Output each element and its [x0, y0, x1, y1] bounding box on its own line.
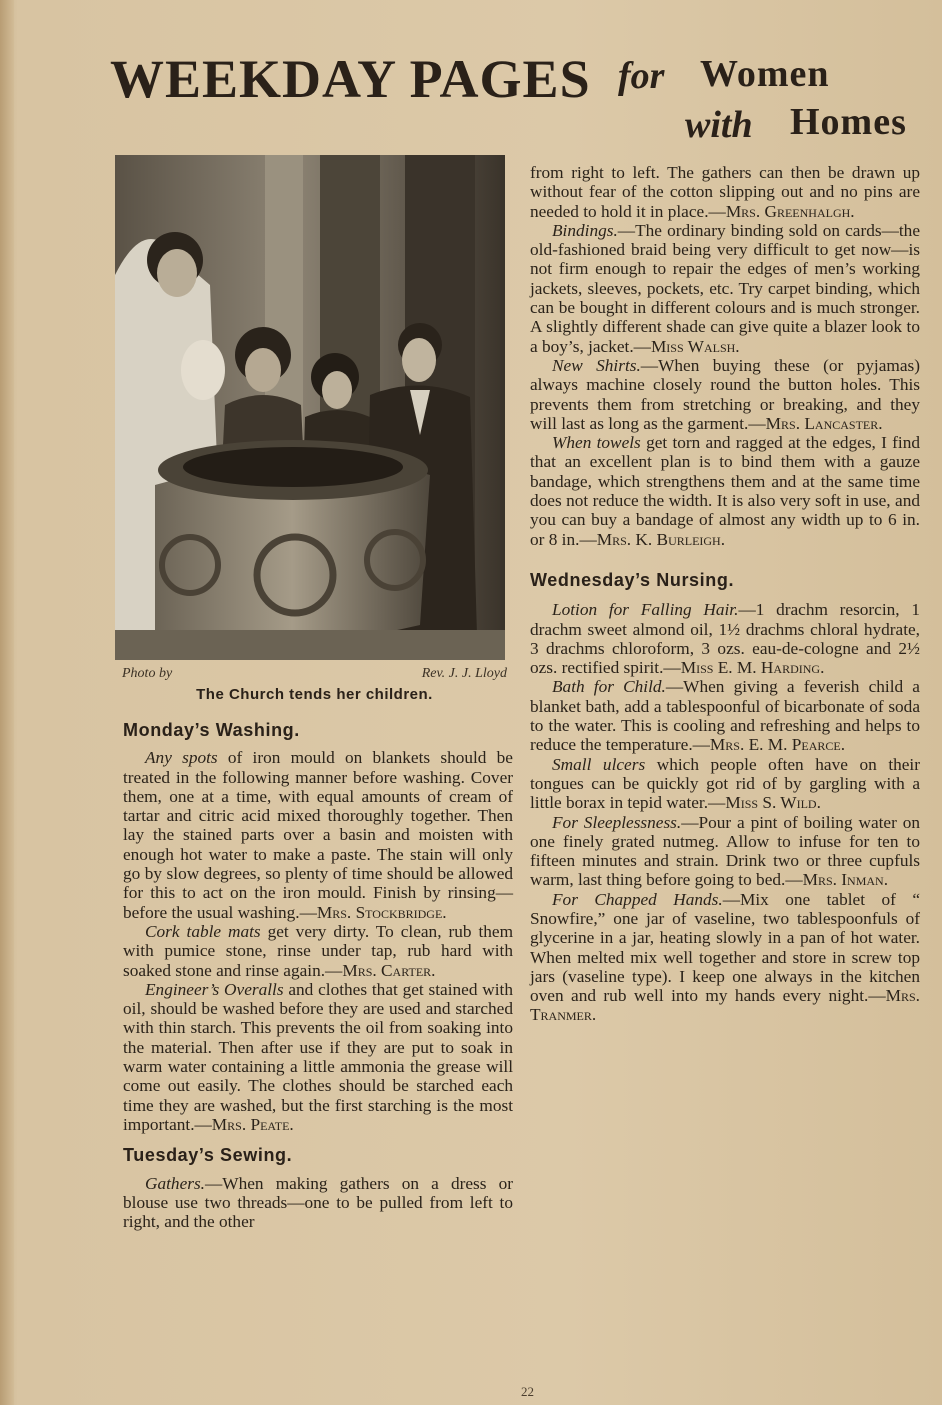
page-number: 22 — [521, 1384, 534, 1399]
tip-lead: Any spots — [145, 748, 218, 768]
tip-new-shirts — [530, 356, 920, 433]
photo-credit — [122, 666, 507, 684]
photo-credit-label: Photo by — [122, 666, 173, 681]
tip-signature: Mrs. Lancaster. — [765, 413, 883, 433]
tip-text: —When giving a feverish child a blanket bath, add a tablespoonful of bicarbonate of soda to the water. This is cooling and refreshing and helps to reduce the temperature.— — [530, 677, 920, 755]
tip-text: get torn and ragged at the edges, I find that an excellent plan is to bind them with a gauze bandage, which strengthens them and at the same time does not reduce the width. It is also very soft in use, and you can buy a bandage of almost any width up to 6 in. or 8 in.— — [530, 433, 920, 549]
tip-text: of iron mould on blankets should be treated in the following manner before washing. Cover them, one at a time, with equal amounts of cream of tartar and citric acid mixed thoroughly together. Then lay the stained parts over a basin and moisten with enough hot water to make a paste. The stain will only go by slow degrees, so plenty of time should be allowed for this to act on the iron mould. Finish by rinsing—before the usual washing.— — [123, 748, 513, 922]
tip-small-ulcers — [530, 755, 920, 813]
page-spine-shadow — [0, 0, 14, 1405]
tip-lead: Engineer’s Overalls — [145, 979, 284, 999]
tip-towels — [530, 433, 920, 549]
photo-caption: The Church tends her children. — [196, 686, 433, 703]
tip-lead: Gathers. — [145, 1173, 206, 1193]
tip-lead: For Sleeplessness. — [552, 812, 682, 832]
wednesday-heading: Wednesday’s Nursing. — [530, 569, 735, 590]
tip-lead: New Shirts. — [552, 355, 641, 375]
tip-text: get very dirty. To clean, rub them with pumice stone, rinse under tap, rub hard with soaked stone and rinse again.— — [123, 921, 514, 980]
tip-text: —The ordinary binding sold on cards—the old-fashioned braid being very difficult to get now—is not firm enough to repair the edges of men’s working jackets, sleeves, pockets, etc. Try carpet binding, which can be bought in different colours and is much stronger. A slightly different shade can give quite a blazer look to a boy’s, jacket.— — [530, 220, 920, 356]
tip-gathers — [123, 1174, 513, 1232]
tip-signature: Mrs. Peate. — [211, 1114, 294, 1134]
tip-signature: Mrs. Carter. — [342, 960, 436, 980]
tip-text: —Pour a pint of boiling water on one finely grated nutmeg. Allow to infuse for ten to fifteen minutes and strain. Drink two or three cupfuls warm, last thing before going to bed.— — [530, 812, 920, 890]
left-column — [123, 721, 513, 1231]
tip-text: from right to left. The gathers can then be drawn up without fear of the cotton slipping out and no pins are needed to hold it in place.— — [530, 163, 920, 221]
title-for: for — [618, 55, 665, 97]
tip-signature: Miss E. M. Harding. — [680, 658, 825, 678]
title-main: WEEKDAY PAGES — [110, 49, 591, 109]
tip-lead: When towels — [552, 433, 641, 453]
tip-text: —1 drachm resorcin, 1 drachm sweet almond oil, 1½ drachms chloral hydrate, 3 drachms chloroform, 3 ozs. eau-de-cologne and 2½ ozs. rectified spirit.— — [530, 600, 920, 678]
baptism-photo-illustration — [115, 155, 505, 660]
tip-text: —Mix one tablet of “ Snowfire,” one jar of vaseline, two tablespoonfuls of glycerine in a jar, heating slowly in a pan of hot water. When melted mix well together and store in screw top jars (vaseline type). I keep one always in the kitchen oven and rub well into my hands every night.— — [530, 889, 920, 1006]
tip-signature: Miss Walsh. — [650, 336, 740, 356]
tip-lead: Small ulcers — [552, 754, 646, 774]
tip-text: —When making gathers on a dress or blouse use two threads—one to be pulled from left to right, and the other — [123, 1173, 513, 1232]
tip-lead: Bindings. — [552, 220, 618, 240]
tip-gathers-continued — [530, 163, 920, 221]
tip-iron-mould — [123, 748, 513, 922]
tip-signature: Mrs. Greenhalgh. — [725, 201, 855, 221]
tip-overalls — [123, 980, 513, 1134]
tip-chapped-hands — [530, 890, 920, 1025]
tip-lead: For Chapped Hands. — [552, 889, 723, 909]
tip-text: and clothes that get stained with oil, should be washed before they are used and starched with thin starch. This prevents the oil from soaking into the material. Then after use if they are put to soak in warm water containing a little ammonia the grease will come out easily. The clothes should be starched each time they are washed, but the first starching is the most important.— — [123, 979, 513, 1134]
tip-signature: Mrs. K. Burleigh. — [596, 529, 726, 549]
title-with: with — [685, 104, 753, 146]
baptism-photo — [115, 155, 505, 660]
tip-lead: Cork table mats — [145, 921, 261, 941]
tip-lead: Bath for Child. — [552, 677, 666, 697]
tip-falling-hair — [530, 600, 920, 677]
photo-credit-name: Rev. J. J. Lloyd — [421, 666, 507, 681]
monday-heading: Monday’s Washing. — [123, 720, 300, 740]
tip-cork-mats — [123, 922, 513, 980]
tip-signature: Mrs. E. M. Pearce. — [709, 735, 846, 755]
tip-bath-child — [530, 677, 920, 754]
title-homes: Homes — [790, 101, 907, 143]
tip-bindings — [530, 221, 920, 356]
tip-signature: Mrs. Inman. — [802, 870, 889, 890]
right-column — [530, 163, 920, 1025]
page-title — [110, 48, 920, 148]
tip-signature: Miss S. Wild. — [725, 793, 821, 813]
tip-sleeplessness — [530, 813, 920, 890]
tip-lead: Lotion for Falling Hair. — [552, 600, 739, 620]
tip-text: which people often have on their tongues can be quickly got rid of by gargling with a little borax in tepid water.— — [530, 754, 920, 813]
tip-signature: Mrs. Stockbridge. — [316, 902, 447, 922]
tip-signature: Mrs. Tranmer. — [530, 986, 920, 1025]
tuesday-heading: Tuesday’s Sewing. — [123, 1145, 293, 1166]
tip-text: —When buying these (or pyjamas) always machine closely round the button holes. This prevents them from stretching or breaking, and they will last as long as the garment.— — [530, 355, 920, 433]
title-women: Women — [700, 53, 830, 95]
